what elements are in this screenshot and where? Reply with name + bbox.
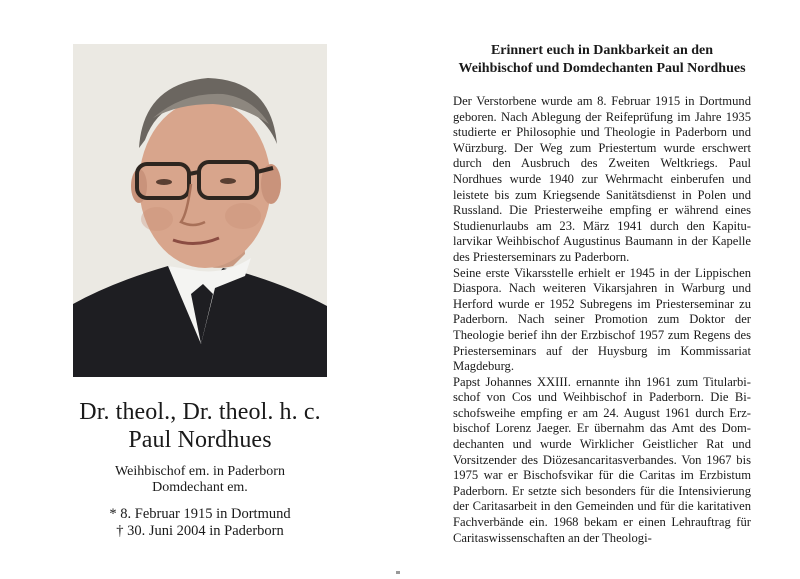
office-bishop: Weihbischof em. in Paderborn [115, 464, 285, 479]
biography-paragraph: Papst Johannes XXIII. ernannte ihn 1961 zum Titularbischof von Cos und Weihbischof in Paderborn. Die Bischofsweihe empfing er am 24. August 1961 durch Erzbischof Lorenz Jaeger. Er übernahm das Amt des Domdechanten und wurde Wirklicher Geistlicher Rat und Vorsitzender des Diözesancaritasverbandes. Von 1967 bis 1975 war er Bischofsvikar für die Caritas im Erzbistum Paderborn. Er setzte sich besonders für die Intensivierung der Caritasarbeit in den Gemeinden und für die karitativen Fachverbände ein. 1968 bekam er einen Lehrauftrag für Caritaswissenschaften an der Theologi- [453, 374, 751, 545]
text-column [453, 42, 751, 546]
deceased-name: Paul Nordhues [128, 427, 272, 453]
offices [40, 464, 360, 496]
memorial-heading [453, 42, 751, 78]
office-dean: Domdechant em. [152, 480, 248, 495]
portrait-photo [73, 44, 327, 377]
fold-mark [396, 571, 400, 574]
portrait-image [73, 44, 327, 377]
academic-title: Dr. theol., Dr. theol. h. c. [79, 399, 321, 425]
biography [453, 94, 751, 546]
heading-line-1: Erinnert euch in Dankbarkeit an den [490, 43, 714, 58]
life-dates [40, 506, 360, 540]
heading-line-2: Weihbischof und Domdechanten Paul Nordhues [458, 61, 746, 76]
birth-date: * 8. Februar 1915 in Dortmund [109, 506, 291, 522]
biography-paragraph: Der Verstorbene wurde am 8. Februar 1915 in Dortmund geboren. Nach Ablegung der Reifeprüfung im Jahre 1935 studierte er Philosophie und Theologie in Paderborn und Würzburg. Der Weg zum Priestertum wurde erschwert durch den Ausbruch des Zweiten Weltkriegs. Paul Nordhues wurde 1940 zur Wehrmacht einberufen und leistete bis zum Kriegsende Sanitätsdienst in Polen und Russland. Die Priesterweihe empfing er während eines Studienurlaubs am 23. März 1941 durch den Kapitularvikar Weihbischof Augustinus Baumann in der Kapelle des Priesterseminars zu Paderborn. [453, 94, 751, 264]
death-date: † 30. Juni 2004 in Paderborn [116, 523, 284, 539]
name-block [40, 398, 360, 540]
biography-paragraph: Seine erste Vikarsstelle erhielt er 1945 in der Lippischen Diaspora. Nach weiteren Vikarsjahren in Warburg und Herford wurde er 1952 Subregens im Priesterseminar zu Paderborn. Nach seiner Promotion zum Doktor der Theologie berief ihn der Erzbischof 1957 zum Regens des Priesterseminars auf der Huysburg im Kommissariat Magdeburg. [453, 265, 751, 374]
